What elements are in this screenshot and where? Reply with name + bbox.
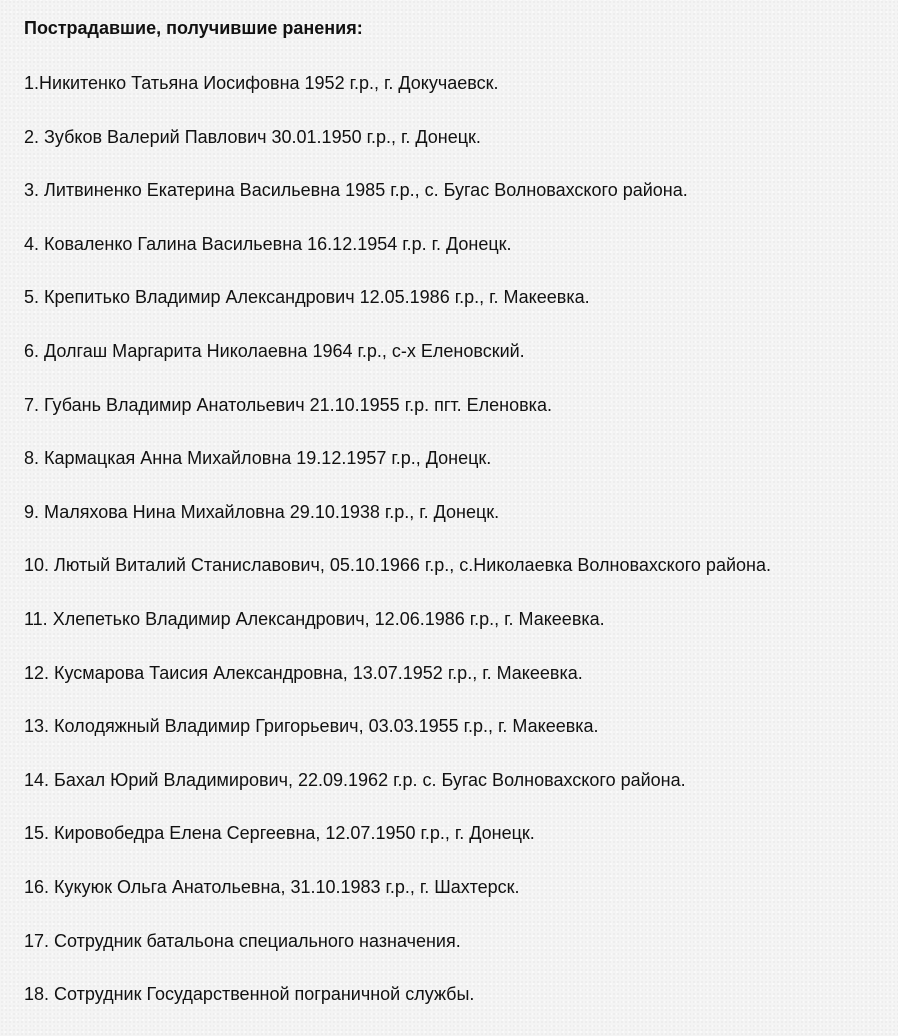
list-item: 15. Кировобедра Елена Сергеевна, 12.07.1950 г.р., г. Донецк.: [24, 823, 535, 844]
list-item: 3. Литвиненко Екатерина Васильевна 1985 г.р., с. Бугас Волновахского района.: [24, 180, 688, 201]
victims-list: [24, 71, 890, 1006]
list-item: 5. Крепитько Владимир Александрович 12.05.1986 г.р., г. Макеевка.: [24, 287, 590, 308]
list-item: 12. Кусмарова Таисия Александровна, 13.07.1952 г.р., г. Макеевка.: [24, 662, 583, 683]
list-item: 6. Долгаш Маргарита Николаевна 1964 г.р., с-х Еленовский.: [24, 340, 525, 361]
list-item: 8. Кармацкая Анна Михайловна 19.12.1957 г.р., Донецк.: [24, 448, 492, 469]
list-item: 18. Сотрудник Государственной пограничной службы.: [24, 984, 475, 1005]
list-item: 4. Коваленко Галина Васильевна 16.12.1954 г.р. г. Донецк.: [24, 233, 512, 254]
list-item: 11. Хлепетько Владимир Александрович, 12.06.1986 г.р., г. Макеевка.: [24, 608, 605, 629]
list-item: 7. Губань Владимир Анатольевич 21.10.1955 г.р. пгт. Еленовка.: [24, 394, 552, 415]
document: [24, 16, 890, 1036]
list-item: 9. Маляхова Нина Михайловна 29.10.1938 г.р., г. Донецк.: [24, 501, 500, 522]
list-item: 13. Колодяжный Владимир Григорьевич, 03.03.1955 г.р., г. Макеевка.: [24, 716, 599, 737]
list-item: 17. Сотрудник батальона специального назначения.: [24, 930, 461, 951]
list-item: 14. Бахал Юрий Владимирович, 22.09.1962 г.р. с. Бугас Волновахского района.: [24, 769, 686, 790]
list-item: 1.Никитенко Татьяна Иосифовна 1952 г.р., г. Докучаевск.: [24, 73, 499, 93]
list-item: 16. Кукуюк Ольга Анатольевна, 31.10.1983 г.р., г. Шахтерск.: [24, 876, 520, 897]
list-item: 2. Зубков Валерий Павлович 30.01.1950 г.р., г. Донецк.: [24, 126, 481, 147]
document-title: Пострадавшие, получившие ранения:: [24, 18, 363, 38]
list-item: 10. Лютый Виталий Станиславович, 05.10.1966 г.р., с.Николаевка Волновахского района.: [24, 555, 771, 576]
